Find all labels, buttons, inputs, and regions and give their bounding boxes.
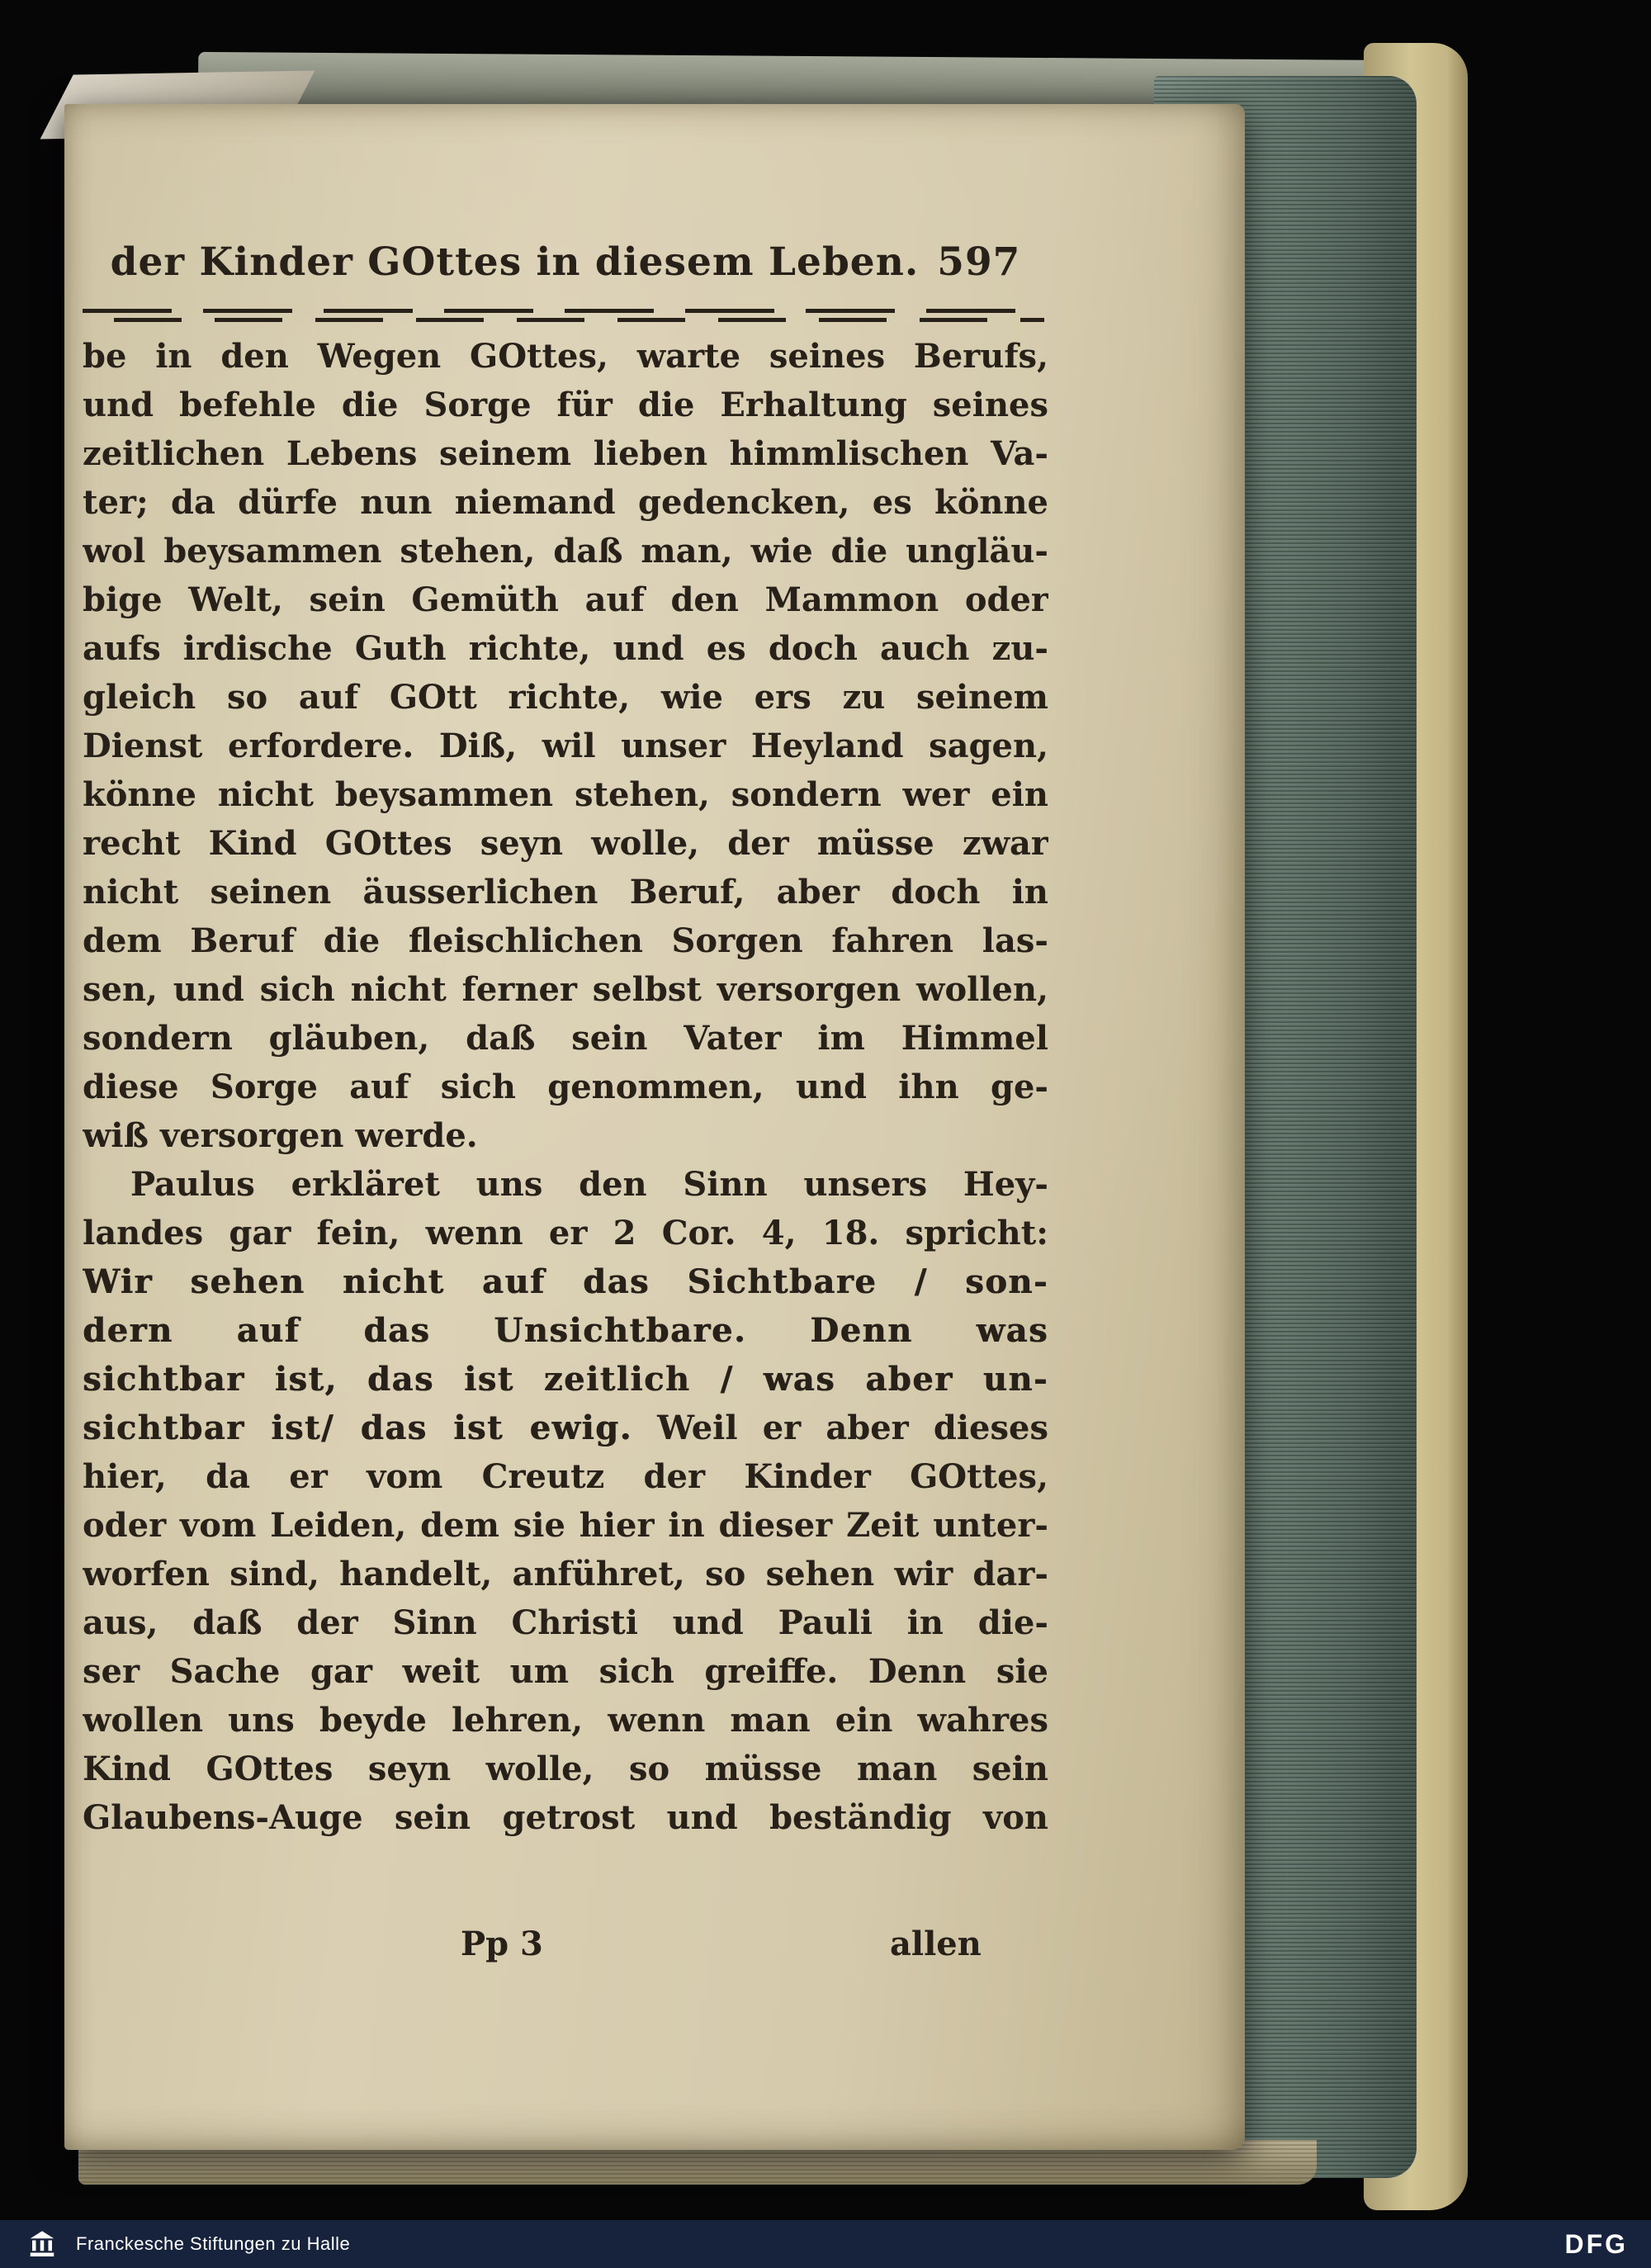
text-line <box>83 868 1048 916</box>
signature-mark: Pp 3 <box>461 1925 543 1963</box>
body-text-segment: Kind GOttes seyn wolle, so müsse man sein <box>83 1750 1048 1788</box>
text-line <box>83 332 1048 381</box>
text-line <box>83 1306 1048 1355</box>
body-text-segment: sen, und sich nicht ferner selbst versorgen wollen, <box>83 970 1048 1009</box>
text-line <box>83 1793 1048 1842</box>
text-line <box>83 770 1048 819</box>
body-text-segment: Glaubens-Auge sein getrost und beständig von <box>83 1798 1048 1837</box>
body-text-segment: oder vom Leiden, dem sie hier in dieser Zeit unter- <box>83 1506 1048 1545</box>
text-line <box>83 1014 1048 1063</box>
body-text-segment: aus, daß der Sinn Christi und Pauli in die- <box>83 1603 1048 1642</box>
body-text-segment: worfen sind, handelt, anführet, so sehen wir dar- <box>83 1555 1048 1593</box>
body-text-segment: wiß versorgen werde. <box>83 1116 478 1155</box>
body-text-segment: wollen uns beyde lehren, wenn man ein wahres <box>83 1701 1048 1740</box>
text-line <box>83 1209 1048 1257</box>
text-line <box>83 478 1048 527</box>
body-text-segment: und befehle die Sorge für die Erhaltung seines <box>83 386 1048 424</box>
text-line <box>83 673 1048 722</box>
emphasized-text: Wir sehen nicht auf das Sichtbare / son- <box>83 1262 1048 1301</box>
body-text-segment: bige Welt, sein Gemüth auf den Mammon oder <box>83 580 1048 619</box>
text-line <box>83 965 1048 1014</box>
text-line <box>83 1550 1048 1598</box>
emphasized-text: dern auf das Unsichtbare. Denn was <box>83 1311 1048 1350</box>
body-text-segment: Paulus erkläret uns den Sinn unsers Hey- <box>130 1165 1048 1204</box>
page-number: 597 <box>937 239 1021 285</box>
text-line <box>83 1111 1048 1160</box>
text-line <box>83 429 1048 478</box>
text-line <box>83 1696 1048 1745</box>
institution-name: Franckesche Stiftungen zu Halle <box>76 2233 351 2254</box>
header-title: der Kinder GOttes in diesem Leben. <box>110 239 920 285</box>
text-line <box>83 1598 1048 1647</box>
text-line <box>83 624 1048 673</box>
body-text-segment: diese Sorge auf sich genommen, und ihn ge- <box>83 1068 1048 1106</box>
text-line <box>83 1404 1048 1452</box>
body-text-segment: hier, da er vom Creutz der Kinder GOttes, <box>83 1457 1048 1496</box>
running-header <box>83 239 1048 285</box>
body-text-segment: recht Kind GOttes seyn wolle, der müsse zwar <box>83 824 1048 863</box>
text-line <box>83 1063 1048 1111</box>
text-line <box>83 1160 1048 1209</box>
body-text-segment: dem Beruf die fleischlichen Sorgen fahren las- <box>83 921 1048 960</box>
book-page <box>64 104 1245 2150</box>
body-text-segment: Weil er aber dieses <box>632 1409 1048 1447</box>
text-line <box>83 1501 1048 1550</box>
body-text-segment: gleich so auf GOtt richte, wie ers zu seinem <box>83 678 1048 717</box>
text-line <box>83 381 1048 429</box>
text-line <box>83 819 1048 868</box>
body-text-segment: sondern gläuben, daß sein Vater im Himmel <box>83 1019 1048 1058</box>
body-text-segment: wol beysammen stehen, daß man, wie die ungläu- <box>83 532 1048 571</box>
text-line <box>83 1257 1048 1306</box>
colophon-row <box>83 1920 1048 1968</box>
emphasized-text: sichtbar ist, das ist zeitlich / was aber un- <box>83 1360 1048 1399</box>
text-line <box>83 527 1048 575</box>
body-text-segment: be in den Wegen GOttes, warte seines Berufs, <box>83 337 1048 376</box>
body-text <box>83 332 1048 1842</box>
body-text-segment: ser Sache gar weit um sich greiffe. Denn sie <box>83 1652 1048 1691</box>
text-line <box>83 722 1048 770</box>
body-text-segment: nicht seinen äusserlichen Beruf, aber doch in <box>83 873 1048 911</box>
text-line <box>83 575 1048 624</box>
body-text-segment: aufs irdische Guth richte, und es doch auch zu- <box>83 629 1048 668</box>
text-line <box>83 1452 1048 1501</box>
body-text-segment: ter; da dürfe nun niemand gedencken, es könne <box>83 483 1048 522</box>
text-line <box>83 916 1048 965</box>
body-text-segment: könne nicht beysammen stehen, sondern wer ein <box>83 775 1048 814</box>
text-column <box>83 104 1048 2150</box>
dfg-logo: DFG <box>1564 2228 1628 2259</box>
emphasized-text: sichtbar ist/ das ist ewig. <box>83 1409 632 1447</box>
text-line <box>83 1745 1048 1793</box>
viewer-footer <box>0 2220 1651 2268</box>
text-line <box>83 1355 1048 1404</box>
body-text-segment: zeitlichen Lebens seinem lieben himmlischen Va- <box>83 434 1048 473</box>
catchword: allen <box>890 1925 982 1963</box>
body-text-segment: landes gar fein, wenn er 2 Cor. 4, 18. spricht: <box>83 1214 1048 1252</box>
franckesche-stiftungen-logo <box>25 2227 59 2261</box>
building-icon <box>27 2229 57 2259</box>
header-rule <box>83 309 1044 324</box>
body-text-segment: Dienst erfordere. Diß, wil unser Heyland sagen, <box>83 727 1048 765</box>
text-line <box>83 1647 1048 1696</box>
